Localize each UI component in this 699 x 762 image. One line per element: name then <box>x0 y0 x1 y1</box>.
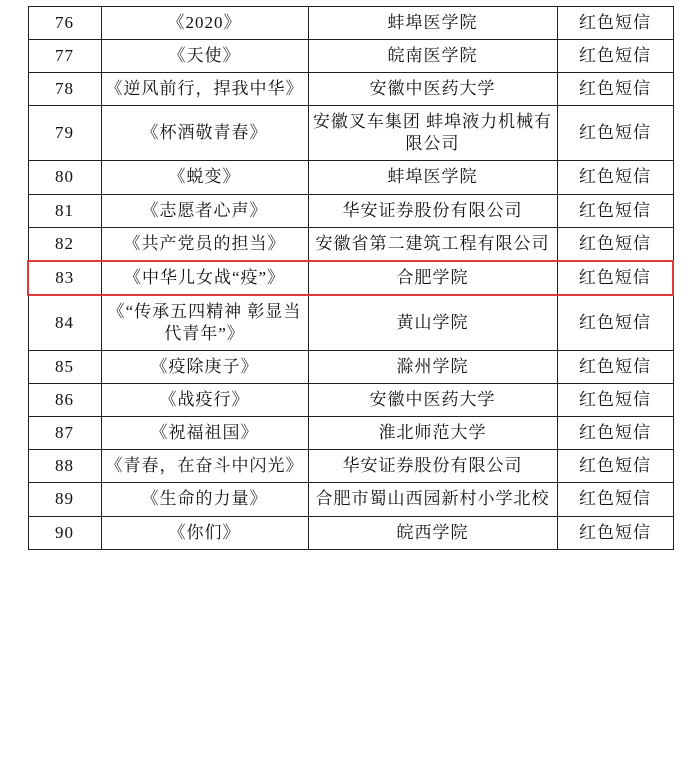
cell-type: 红色短信 <box>557 40 673 73</box>
cell-type: 红色短信 <box>557 351 673 384</box>
cell-title: 《共产党员的担当》 <box>101 227 308 261</box>
document-page <box>0 6 699 762</box>
cell-unit: 安徽中医药大学 <box>308 384 557 417</box>
cell-title: 《青春，在奋斗中闪光》 <box>101 450 308 483</box>
cell-type: 红色短信 <box>557 483 673 516</box>
cell-index: 87 <box>28 417 101 450</box>
cell-index: 86 <box>28 384 101 417</box>
cell-type: 红色短信 <box>557 194 673 227</box>
table-row-highlighted <box>28 261 673 295</box>
cell-unit: 蚌埠医学院 <box>308 7 557 40</box>
cell-title: 《2020》 <box>101 7 308 40</box>
award-list-table <box>27 6 674 550</box>
table-row <box>28 73 673 106</box>
cell-title: 《疫除庚子》 <box>101 351 308 384</box>
cell-unit: 皖西学院 <box>308 516 557 549</box>
cell-title: 《中华儿女战“疫”》 <box>101 261 308 295</box>
cell-type: 红色短信 <box>557 161 673 194</box>
cell-unit: 华安证券股份有限公司 <box>308 450 557 483</box>
cell-index: 85 <box>28 351 101 384</box>
cell-index: 90 <box>28 516 101 549</box>
table-row <box>28 7 673 40</box>
table-row <box>28 351 673 384</box>
cell-title: 《祝福祖国》 <box>101 417 308 450</box>
cell-type: 红色短信 <box>557 384 673 417</box>
cell-type: 红色短信 <box>557 417 673 450</box>
table-row <box>28 295 673 351</box>
table-row <box>28 194 673 227</box>
cell-index: 89 <box>28 483 101 516</box>
cell-unit: 安徽省第二建筑工程有限公司 <box>308 227 557 261</box>
cell-unit: 皖南医学院 <box>308 40 557 73</box>
cell-title: 《“传承五四精神 彰显当代青年”》 <box>101 295 308 351</box>
table-row <box>28 516 673 549</box>
cell-type: 红色短信 <box>557 7 673 40</box>
cell-index: 81 <box>28 194 101 227</box>
cell-index: 80 <box>28 161 101 194</box>
table-row <box>28 227 673 261</box>
cell-title: 《杯酒敬青春》 <box>101 106 308 161</box>
table-body <box>28 7 673 550</box>
cell-index: 82 <box>28 227 101 261</box>
cell-type: 红色短信 <box>557 106 673 161</box>
cell-unit: 安徽中医药大学 <box>308 73 557 106</box>
table-row <box>28 417 673 450</box>
cell-title: 《天使》 <box>101 40 308 73</box>
cell-title: 《蜕变》 <box>101 161 308 194</box>
cell-unit: 蚌埠医学院 <box>308 161 557 194</box>
cell-title: 《逆风前行，捍我中华》 <box>101 73 308 106</box>
table-row <box>28 161 673 194</box>
cell-title: 《志愿者心声》 <box>101 194 308 227</box>
cell-unit: 安徽叉车集团 蚌埠液力机械有限公司 <box>308 106 557 161</box>
table-row <box>28 40 673 73</box>
cell-index: 78 <box>28 73 101 106</box>
cell-index: 76 <box>28 7 101 40</box>
table-row <box>28 384 673 417</box>
cell-unit: 黄山学院 <box>308 295 557 351</box>
cell-unit: 合肥市蜀山西园新村小学北校 <box>308 483 557 516</box>
cell-index: 88 <box>28 450 101 483</box>
cell-type: 红色短信 <box>557 73 673 106</box>
cell-title: 《战疫行》 <box>101 384 308 417</box>
cell-index: 83 <box>28 261 101 295</box>
cell-title: 《生命的力量》 <box>101 483 308 516</box>
cell-type: 红色短信 <box>557 227 673 261</box>
cell-unit: 滁州学院 <box>308 351 557 384</box>
cell-title: 《你们》 <box>101 516 308 549</box>
cell-unit: 华安证券股份有限公司 <box>308 194 557 227</box>
cell-type: 红色短信 <box>557 261 673 295</box>
cell-unit: 合肥学院 <box>308 261 557 295</box>
cell-index: 84 <box>28 295 101 351</box>
cell-type: 红色短信 <box>557 295 673 351</box>
cell-index: 77 <box>28 40 101 73</box>
cell-index: 79 <box>28 106 101 161</box>
cell-type: 红色短信 <box>557 516 673 549</box>
table-row <box>28 483 673 516</box>
table-row <box>28 450 673 483</box>
cell-unit: 淮北师范大学 <box>308 417 557 450</box>
cell-type: 红色短信 <box>557 450 673 483</box>
table-row <box>28 106 673 161</box>
